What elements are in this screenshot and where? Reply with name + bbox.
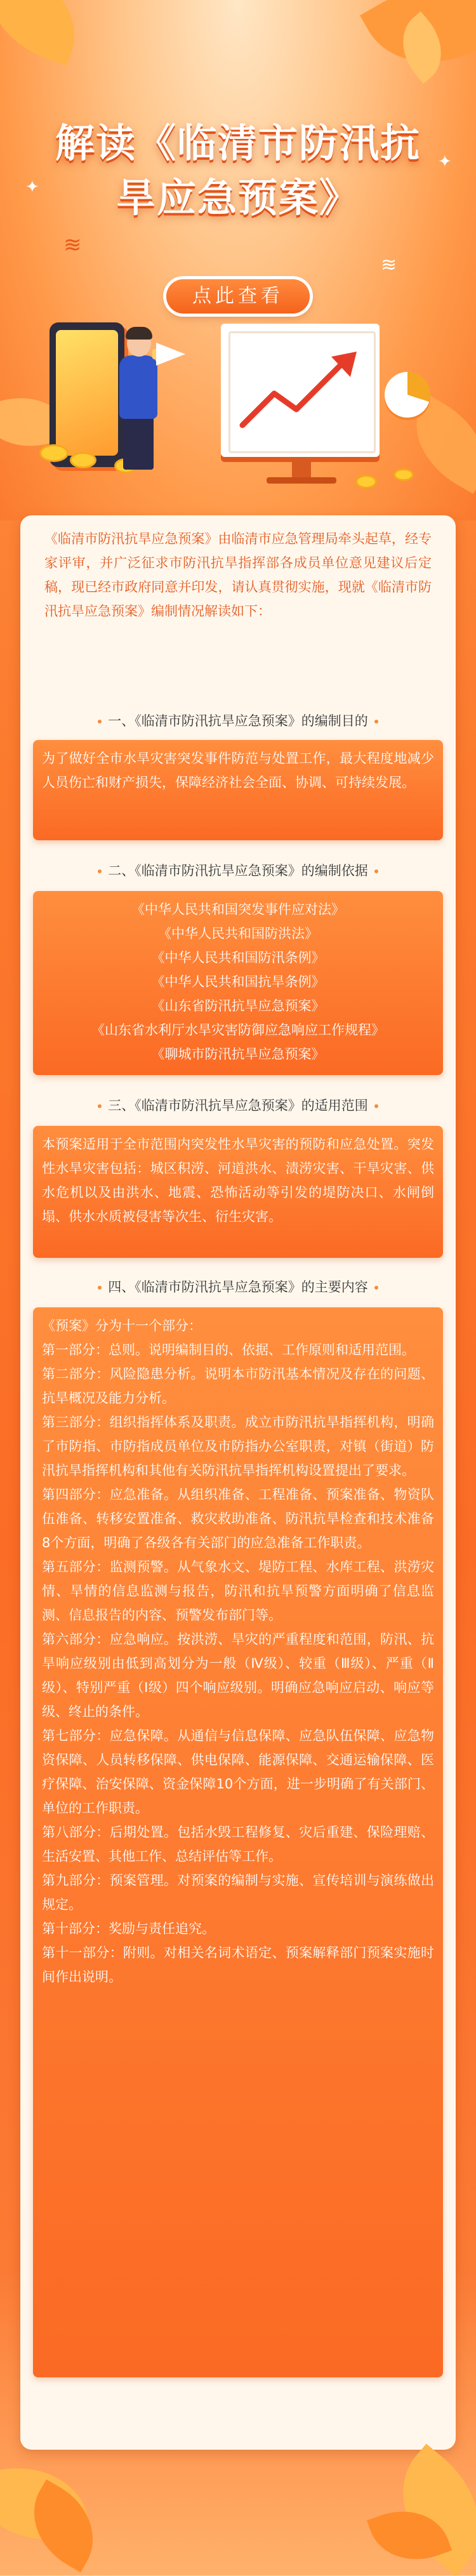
section-heading: 一、《临清市防汛抗旱应急预案》的编制目的: [20, 708, 456, 734]
intro-paragraph: 《临清市防汛抗旱应急预案》由临清市应急管理局牵头起草，经专家评审，并广泛征求市防汛抗旱指挥部各成员单位意见建议后定稿，现已经市政府同意并印发，请认真贯彻实施，现就《临清市防汛抗旱应急预案》编制情况解读如下：: [44, 531, 432, 619]
section-body: 《中华人民共和国突发事件应对法》 《中华人民共和国防洪法》 《中华人民共和国防汛条例》 《中华人民共和国抗旱条例》 《山东省防汛抗旱应急预案》 《山东省水利厅水旱灾害防御应急响应工作规程》 《聊城市防汛抗旱应急预案》: [91, 902, 385, 1062]
pie-chart-icon: [385, 372, 430, 418]
section-heading: 四、《临清市防汛抗旱应急预案》的主要内容: [20, 1274, 456, 1300]
section-box: [33, 1126, 443, 1258]
megaphone-icon: [156, 343, 185, 366]
dot-icon: [98, 1104, 102, 1108]
section-heading: 二、《临清市防汛抗旱应急预案》的编制依据: [20, 858, 456, 883]
dot-icon: [374, 1104, 378, 1108]
dot-icon: [98, 1286, 102, 1290]
page-title-line1: 解读《临清市防汛抗: [55, 120, 421, 166]
content-panel: [20, 515, 456, 2450]
section-heading: 三、《临清市防汛抗旱应急预案》的适用范围: [20, 1093, 456, 1118]
dot-icon: [374, 1286, 378, 1290]
section-body: 本预案适用于全市范围内突发性水旱灾害的预防和应急处置。突发性水旱灾害包括：城区积涝、河道洪水、渍涝灾害、干旱灾害、供水危机以及由洪水、地震、恐怖活动等引发的堤防决口、水闸倒塌、供水水质被侵害等次生、衍生灾害。: [42, 1137, 434, 1224]
person-figure: [119, 355, 157, 419]
sparkle-icon: ✦: [438, 152, 452, 171]
dot-icon: [98, 869, 102, 873]
section-body: 为了做好全市水旱灾害突发事件防范与处置工作，最大程度地减少人员伤亡和财产损失，保障经济社会全面、协调、可持续发展。: [42, 751, 434, 790]
person-figure: [126, 327, 152, 340]
sparkle-icon: ✦: [25, 178, 39, 197]
trend-arrow-icon: [236, 343, 363, 438]
wave-icon: ≋: [63, 232, 82, 258]
dot-icon: [98, 720, 102, 723]
coin-icon: [39, 444, 69, 462]
dot-icon: [374, 869, 378, 873]
hero-banner: [0, 0, 476, 520]
dot-icon: [374, 720, 378, 723]
wave-icon: ≋: [381, 254, 397, 276]
phone-screen: [56, 330, 118, 456]
view-button[interactable]: 点此查看: [166, 279, 310, 314]
section-box: [33, 740, 443, 840]
coin-icon: [393, 468, 414, 481]
coin-icon: [355, 475, 377, 489]
section-body: 《预案》分为十一个部分： 第一部分：总则。说明编制目的、依据、工作原则和适用范围。 第二部分：风险隐患分析。说明本市防汛基本情况及存在的问题、抗旱概况及能力分析。 第三部分：组织指挥体系及职责。成立市防汛抗旱指挥机构，明确了市防指、市防指成员单位及市防指办公室职责，对镇（街道）防汛抗旱指挥机构和其他有关防汛抗旱指挥机构设置提出了要求。 第四部分：应急准备。从组织准备、工程准备、预案准备、物资队伍准备、转移安置准备、救灾救助准备、防汛抗旱检查和技术准备8个方面，明确了各级各有关部门的应急准备工作职责。 第五部分：监测预警。从气象水文、堤防工程、水库工程、洪涝灾情、旱情的信息监测与报告，防汛和抗旱预警方面明确了信息监测、信息报告的内容、预警发布部门等。 第六部分：应急响应。按洪涝、旱灾的严重程度和范围，防汛、抗旱响应级别由低到高划分为一般（Ⅳ级）、较重（Ⅲ级）、严重（Ⅱ级）、特别严重（Ⅰ级）四个响应级别。明确应急响应启动、响应等级、终止的条件。 第七部分：应急保障。从通信与信息保障、应急队伍保障、应急物资保障、人员转移保障、供电保障、能源保障、交通运输保障、医疗保障、治安保障、资金保障10个方面，进一步明确了有关部门、单位的工作职责。 第八部分：后期处置。包括水毁工程修复、灾后重建、保险理赔、生活安置、其他工作、总结评估等工作。 第九部分：预案管理。对预案的编制与实施、宣传培训与演练做出规定。 第十部分：奖励与责任追究。 第十一部分：附则。对相关名词术语定、预案解释部门预案实施时间作出说明。: [42, 1318, 434, 1985]
coin-icon: [70, 452, 96, 468]
section-box: [33, 891, 443, 1075]
chart-board-stand: [267, 477, 336, 484]
person-figure: [123, 416, 154, 470]
page-title-line2: 旱应急预案》: [116, 175, 360, 221]
chart-board-stand: [292, 457, 311, 480]
section-box: [33, 1307, 443, 2377]
